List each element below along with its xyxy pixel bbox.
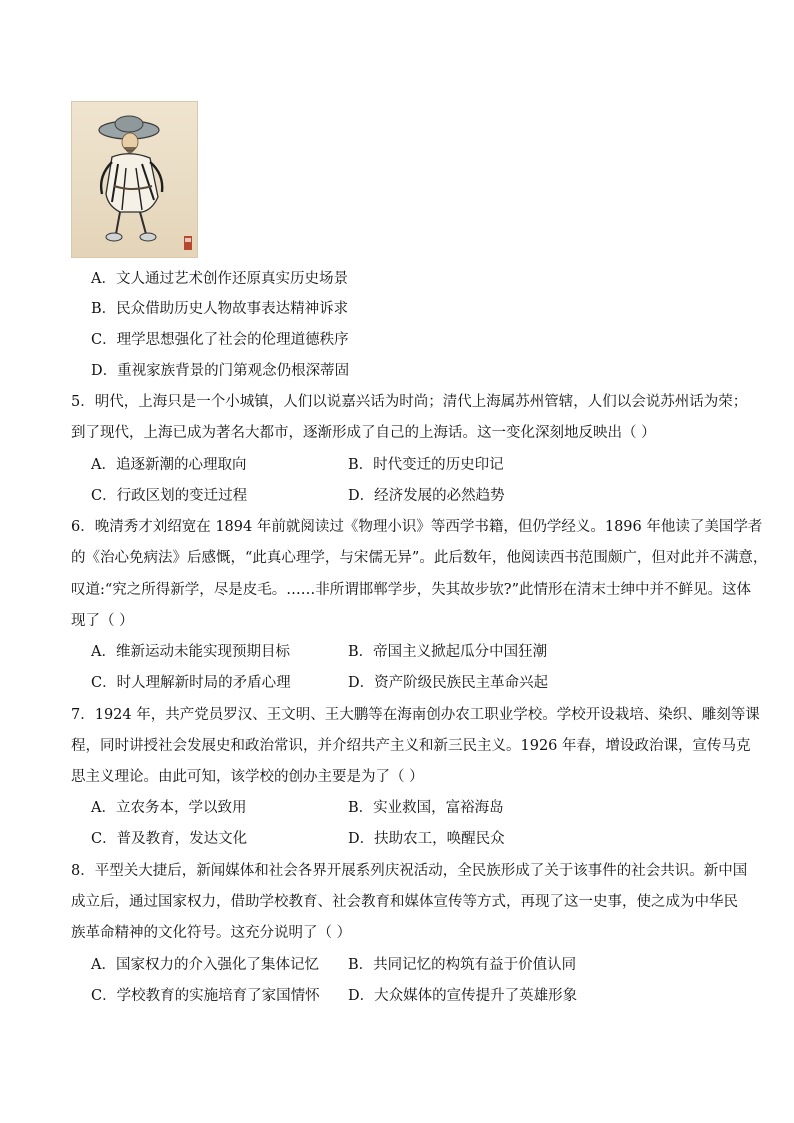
q4-option-c[interactable]: C．理学思想强化了社会的伦理道德秩序 — [91, 332, 349, 348]
q7-option-c[interactable]: C．普及教育，发达文化 — [91, 831, 248, 847]
q5-stem-line-2: 到了现代，上海已成为著名大都市，逐渐形成了自己的上海话。这一变化深刻地反映出（ ） — [71, 425, 656, 441]
q6-option-a[interactable]: A．维新运动未能实现预期目标 — [91, 644, 290, 660]
q6-stem-line-2: 的《治心免病法》后感慨，“此真心理学，与宋儒无异”。此后数年，他阅读西书范围颇广，但对此并不满意， — [71, 550, 768, 566]
q7-stem-line-1: 7．1924 年，共产党员罗汉、王文明、王大鹏等在海南创办农工职业学校。学校开设栽培、染织、雕刻等课 — [71, 707, 760, 723]
q7-option-a[interactable]: A．立农务本，学以致用 — [91, 800, 247, 816]
q7-option-d[interactable]: D．扶助农工，唤醒民众 — [348, 831, 505, 847]
q4-option-d[interactable]: D．重视家族背景的门第观念仍根深蒂固 — [91, 363, 350, 379]
q8-option-c[interactable]: C．学校教育的实施培育了家国情怀 — [91, 988, 320, 1004]
q5-option-d[interactable]: D．经济发展的必然趋势 — [348, 488, 505, 504]
q6-stem-line-1: 6．晚清秀才刘绍宽在 1894 年前就阅读过《物理小识》等西学书籍，但仍学经义。1896 年他读了美国学者 — [71, 519, 763, 535]
q5-option-a[interactable]: A．追逐新潮的心理取向 — [91, 457, 247, 473]
q4-option-b[interactable]: B．民众借助历史人物故事表达精神诉求 — [91, 301, 349, 317]
q6-stem-line-3: 叹道:“究之所得新学，尽是皮毛。……非所谓邯郸学步，失其故步欤?”此情形在清末士绅中并不鲜见。这体 — [71, 582, 751, 598]
q8-option-b[interactable]: B．共同记忆的构筑有益于价值认同 — [348, 957, 577, 973]
q4-option-a[interactable]: A．文人通过艺术创作还原真实历史场景 — [91, 271, 348, 287]
q8-stem-line-2: 成立后，通过国家权力，借助学校教育、社会教育和媒体宣传等方式，再现了这一史事，使之成为中华民 — [71, 894, 738, 910]
q6-stem-line-4: 现了（ ） — [71, 613, 134, 629]
q5-stem-line-1: 5．明代，上海只是一个小城镇，人们以说嘉兴话为时尚；清代上海属苏州管辖，人们以会说苏州话为荣； — [71, 394, 748, 410]
q7-option-b[interactable]: B．实业救国，富裕海岛 — [348, 800, 504, 816]
q7-stem-line-2: 程，同时讲授社会发展史和政治常识，并介绍共产主义和新三民主义。1926 年春，增设政治课，宣传马克 — [71, 738, 751, 754]
q8-option-a[interactable]: A．国家权力的介入强化了集体记忆 — [91, 957, 319, 973]
painting-figure-with-hat-icon — [71, 101, 198, 258]
q6-option-d[interactable]: D．资产阶级民族民主革命兴起 — [348, 675, 549, 691]
q6-option-b[interactable]: B．帝国主义掀起瓜分中国狂潮 — [348, 644, 548, 660]
q5-option-b[interactable]: B．时代变迁的历史印记 — [348, 457, 504, 473]
q5-option-c[interactable]: C．行政区划的变迁过程 — [91, 488, 248, 504]
q8-option-d[interactable]: D．大众媒体的宣传提升了英雄形象 — [348, 988, 578, 1004]
q6-option-c[interactable]: C．时人理解新时局的矛盾心理 — [91, 675, 291, 691]
q8-stem-line-3: 族革命精神的文化符号。这充分说明了（ ） — [71, 925, 352, 941]
q8-stem-line-1: 8．平型关大捷后，新闻媒体和社会各界开展系列庆祝活动，全民族形成了关于该事件的社会共识。新中国 — [71, 863, 748, 879]
q7-stem-line-3: 思主义理论。由此可知，该学校的创办主要是为了（ ） — [71, 769, 424, 785]
